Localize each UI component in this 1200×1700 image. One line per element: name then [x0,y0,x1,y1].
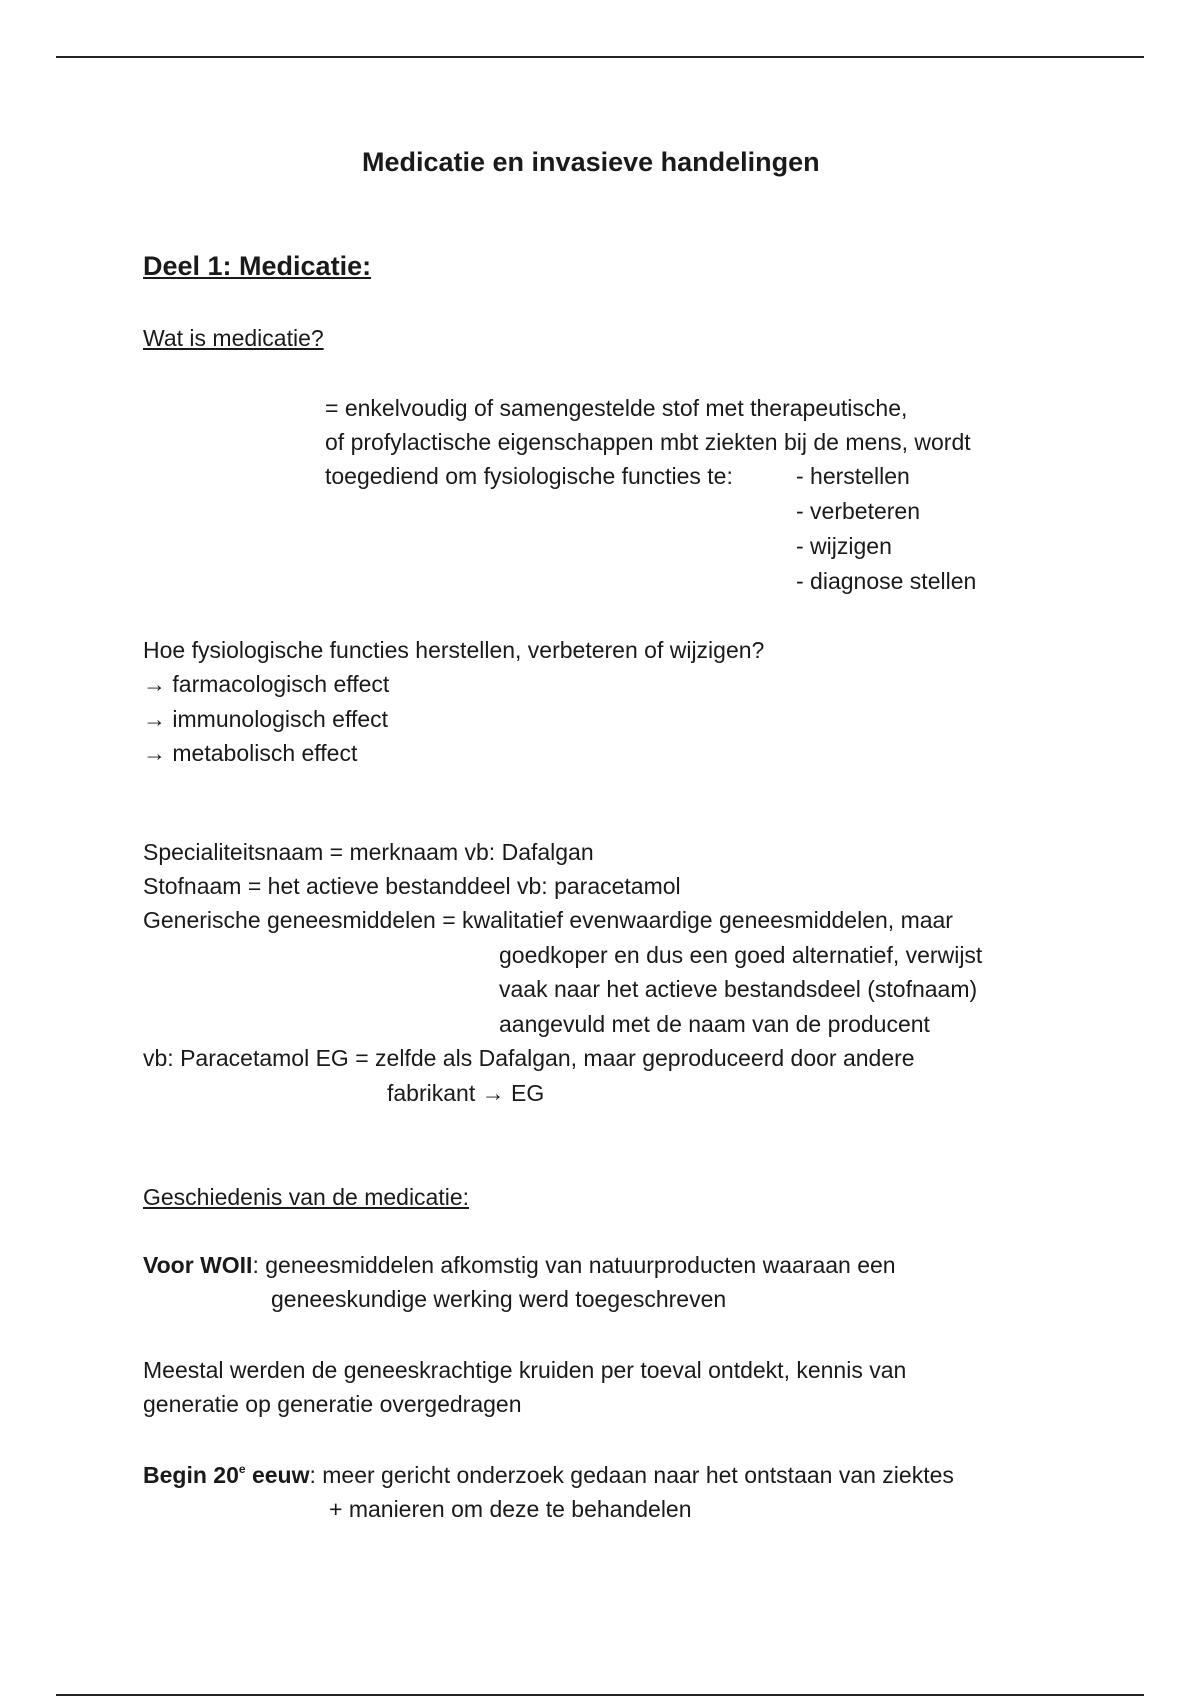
effect-item: → immunologisch effect [143,706,389,732]
page-title: Medicatie en invasieve handelingen [362,147,820,177]
subheading-geschiedenis: Geschiedenis van de medicatie: [143,1184,470,1210]
voor-woii-label: Voor WOII [143,1252,253,1278]
function-item: - diagnose stellen [796,568,977,594]
voor-woii-line-1 [143,1251,896,1279]
generisch-line-4: aangevuld met de naam van de producent [499,1011,930,1037]
stofnaam-line: Stofnaam = het actieve bestanddeel vb: paracetamol [143,873,681,899]
begin-20e-line-1 [143,1461,954,1489]
example-line-2: fabrikant → EG [387,1080,545,1106]
function-item: - verbeteren [796,498,921,524]
voor-woii-text: : geneesmiddelen afkomstig van natuurproducten waaraan een [252,1252,896,1278]
definition-line-2: of profylactische eigenschappen mbt ziekten bij de mens, wordt [325,429,971,455]
subheading-wat-is-medicatie: Wat is medicatie? [143,325,324,351]
example-line-1: vb: Paracetamol EG = zelfde als Dafalgan, maar geproduceerd door andere [143,1045,915,1071]
function-item: - herstellen [796,463,910,489]
meestal-line-2: generatie op generatie overgedragen [143,1391,522,1417]
meestal-line-1: Meestal werden de geneeskrachtige kruiden per toeval ontdekt, kennis van [143,1357,907,1383]
definition-line-3: toegediend om fysiologische functies te: [325,463,733,489]
effect-item: → farmacologisch effect [143,671,390,697]
function-item: - wijzigen [796,533,892,559]
generisch-line-1: Generische geneesmiddelen = kwalitatief evenwaardige geneesmiddelen, maar [143,907,953,933]
bottom-rule [56,1694,1144,1696]
question-how: Hoe fysiologische functies herstellen, verbeteren of wijzigen? [143,637,765,663]
voor-woii-line-2: geneeskundige werking werd toegeschreven [271,1286,727,1312]
begin-20e-text: : meer gericht onderzoek gedaan naar het ontstaan van ziektes [309,1462,954,1488]
generisch-line-2: goedkoper en dus een goed alternatief, verwijst [499,942,983,968]
specialiteitsnaam-line: Specialiteitsnaam = merknaam vb: Dafalgan [143,839,594,865]
begin-20e-label: Begin 20e eeuw [143,1462,310,1488]
begin-20e-line-2: + manieren om deze te behandelen [329,1496,692,1522]
generisch-line-3: vaak naar het actieve bestandsdeel (stofnaam) [499,976,978,1002]
top-rule [56,56,1144,58]
effect-item: → metabolisch effect [143,740,358,766]
definition-line-1: = enkelvoudig of samengestelde stof met therapeutische, [325,395,908,421]
section-heading-medicatie: Deel 1: Medicatie: [143,251,372,281]
